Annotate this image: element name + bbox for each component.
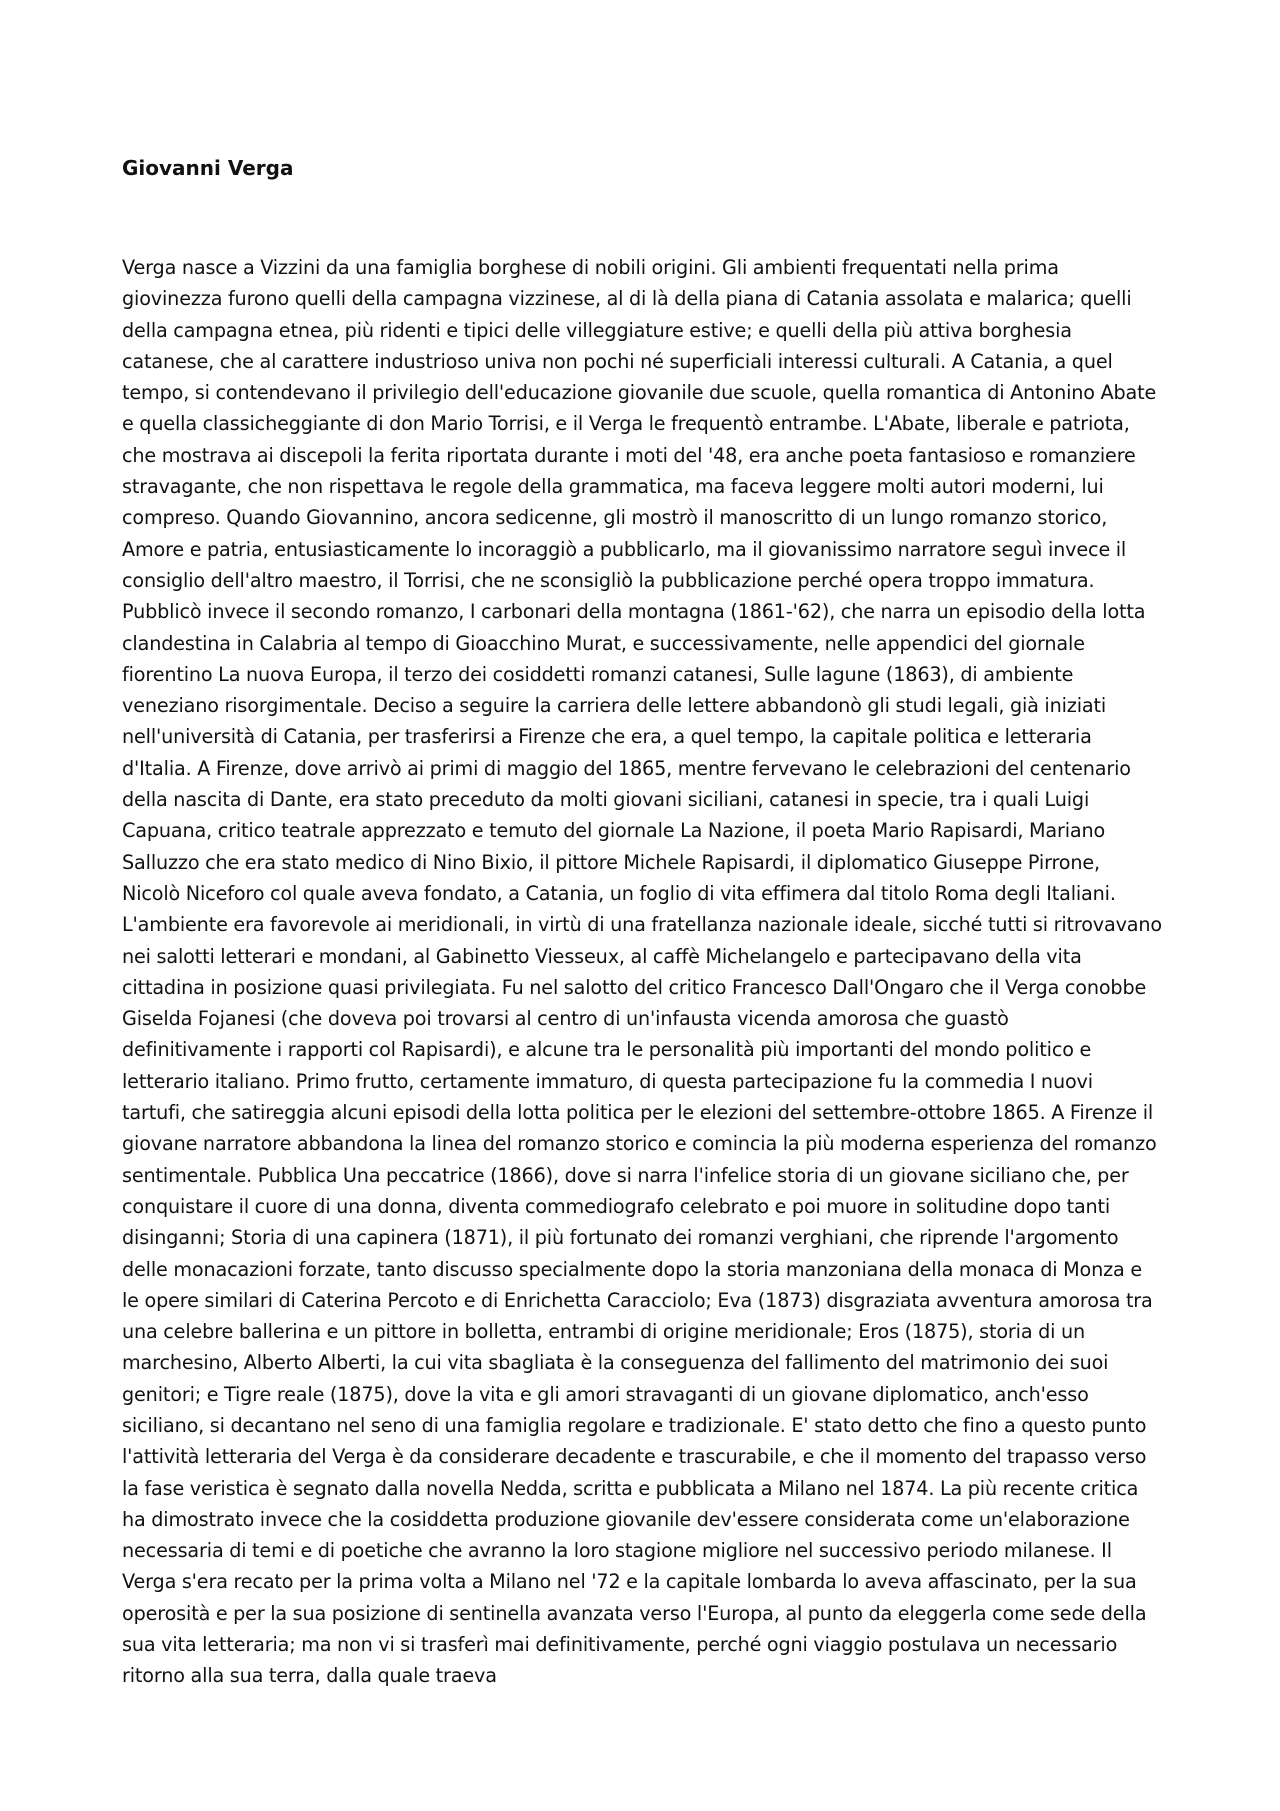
document-body-paragraph: Verga nasce a Vizzini da una famiglia borghese di nobili origini. Gli ambienti frequentati nella prima giovinezza furono quelli della campagna vizzinese, al di là della piana di Catania assolata e malarica; quelli della campagna etnea, più ridenti e tipici delle villeggiature estive; e quelli della più attiva borghesia catanese, che al carattere industrioso univa non pochi né superficiali interessi culturali. A Catania, a quel tempo, si contendevano il privilegio dell'educazione giovanile due scuole, quella romantica di Antonino Abate e quella classicheggiante di don Mario Torrisi, e il Verga le frequentò entrambe. L'Abate, liberale e patriota, che mostrava ai discepoli la ferita riportata durante i moti del '48, era anche poeta fantasioso e romanziere stravagante, che non rispettava le regole della grammatica, ma faceva leggere molti autori moderni, lui compreso. Quando Giovannino, ancora sedicenne, gli mostrò il manoscritto di un lungo romanzo storico, Amore e patria, entusiasticamente lo incoraggiò a pubblicarlo, ma il giovanissimo narratore seguì invece il consiglio dell'altro maestro, il Torrisi, che ne sconsigliò la pubblicazione perché opera troppo immatura. Pubblicò invece il secondo romanzo, I carbonari della montagna (1861-'62), che narra un episodio della lotta clandestina in Calabria al tempo di Gioacchino Murat, e successivamente, nelle appendici del giornale fiorentino La nuova Europa, il terzo dei cosiddetti romanzi catanesi, Sulle lagune (1863), di ambiente veneziano risorgimentale. Deciso a seguire la carriera delle lettere abbandonò gli studi legali, già iniziati nell'università di Catania, per trasferirsi a Firenze che era, a quel tempo, la capitale politica e letteraria d'Italia. A Firenze, dove arrivò ai primi di maggio del 1865, mentre fervevano le celebrazioni del centenario della nascita di Dante, era stato preceduto da molti giovani siciliani, catanesi in specie, tra i quali Luigi Capuana, critico teatrale apprezzato e temuto del giornale La Nazione, il poeta Mario Rapisardi, Mariano Salluzzo che era stato medico di Nino Bixio, il pittore Michele Rapisardi, il diplomatico Giuseppe Pirrone, Nicolò Niceforo col quale aveva fondato, a Catania, un foglio di vita effimera dal titolo Roma degli Italiani. L'ambiente era favorevole ai meridionali, in virtù di una fratellanza nazionale ideale, sicché tutti si ritrovavano nei salotti letterari e mondani, al Gabinetto Viesseux, al caffè Michelangelo e partecipavano della vita cittadina in posizione quasi privilegiata. Fu nel salotto del critico Francesco Dall'Ongaro che il Verga conobbe Giselda Fojanesi (che doveva poi trovarsi al centro di un'infausta vicenda amorosa che guastò definitivamente i rapporti col Rapisardi), e alcune tra le personalità più importanti del mondo politico e letterario italiano. Primo frutto, certamente immaturo, di questa partecipazione fu la commedia I nuovi tartufi, che satireggia alcuni episodi della lotta politica per le elezioni del settembre-ottobre 1865. A Firenze il giovane narratore abbandona la linea del romanzo storico e comincia la più moderna esperienza del romanzo sentimentale. Pubblica Una peccatrice (1866), dove si narra l'infelice storia di un giovane siciliano che, per conquistare il cuore di una donna, diventa commediografo celebrato e poi muore in solitudine dopo tanti disinganni; Storia di una capinera (1871), il più fortunato dei romanzi verghiani, che riprende l'argomento delle monacazioni forzate, tanto discusso specialmente dopo la storia manzoniana della monaca di Monza e le opere similari di Caterina Percoto e di Enrichetta Caracciolo; Eva (1873) disgraziata avventura amorosa tra una celebre ballerina e un pittore in bolletta, entrambi di origine meridionale; Eros (1875), storia di un marchesino, Alberto Alberti, la cui vita sbagliata è la conseguenza del fallimento del matrimonio dei suoi genitori; e Tigre reale (1875), dove la vita e gli amori stravaganti di un giovane diplomatico, anch'esso siciliano, si decantano nel seno di una famiglia regolare e tradizionale. E' stato detto che fino a questo punto l'attività letteraria del Verga è da considerare decadente e trascurabile, e che il momento del trapasso verso la fase veristica è segnato dalla novella Nedda, scritta e pubblicata a Milano nel 1874. La più recente critica ha dimostrato invece che la cosiddetta produzione giovanile dev'essere considerata come un'elaborazione necessaria di temi e di poetiche che avranno la loro stagione migliore nel successivo periodo milanese. Il Verga s'era recato per la prima volta a Milano nel '72 e la capitale lombarda lo aveva affascinato, per la sua operosità e per la sua posizione di sentinella avanzata verso l'Europa, al punto da eleggerla come sede della sua vita letteraria; ma non vi si trasferì mai definitivamente, perché ogni viaggio postulava un necessario ritorno alla sua terra, dalla quale traeva — [122, 256, 1163, 1688]
document-title: Giovanni Verga — [122, 156, 294, 180]
